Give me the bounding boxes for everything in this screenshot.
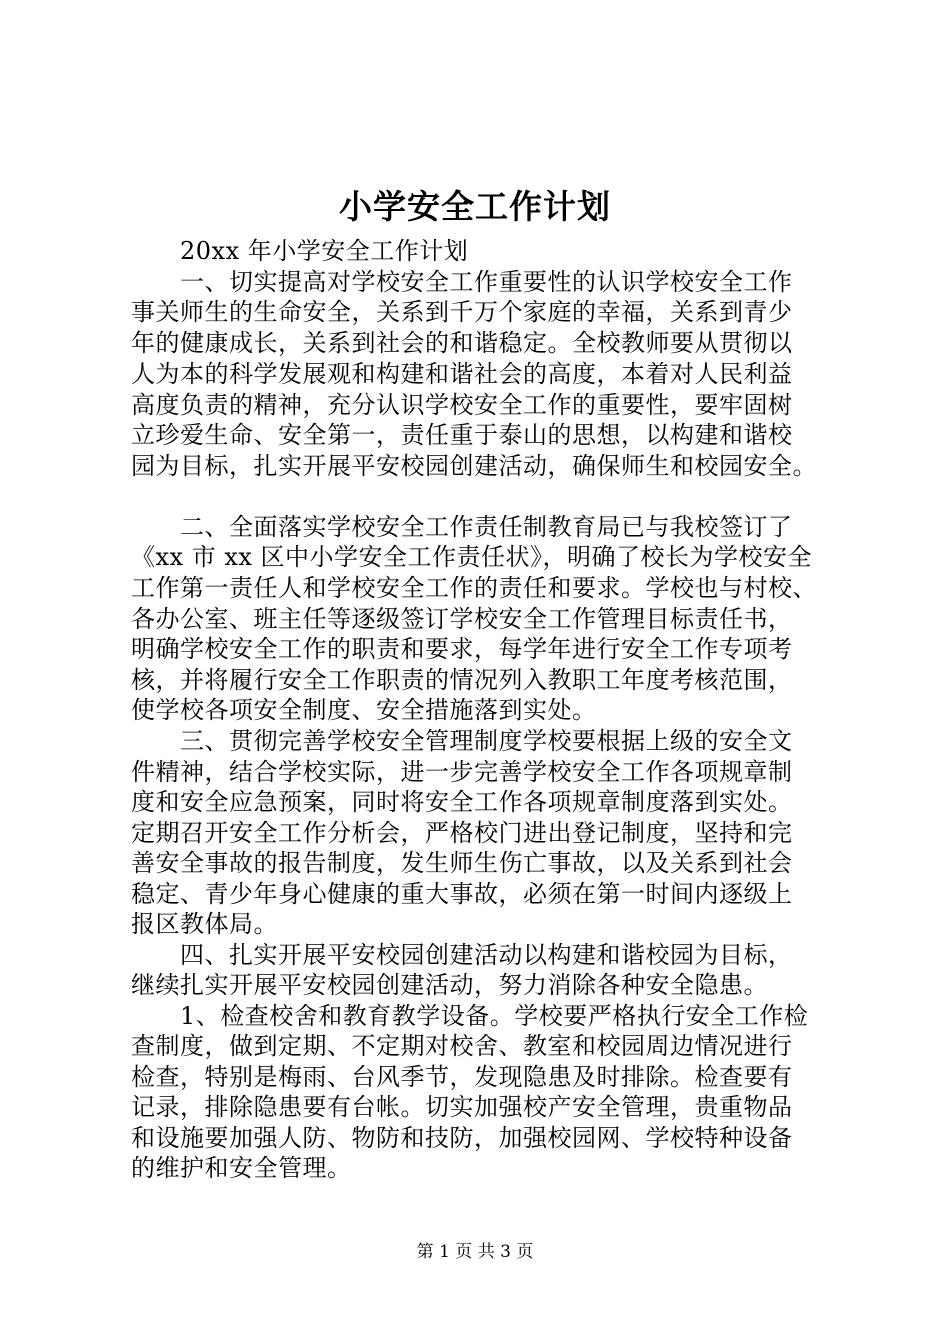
body-line: 检查，特别是梅雨、台风季节，发现隐患及时排除。检查要有	[131, 1063, 793, 1091]
body-line: 记录，排除隐患要有台帐。切实加强校产安全管理，贵重物品	[131, 1093, 793, 1121]
body-line: 四、扎实开展平安校园创建活动以构建和谐校园为目标，	[131, 941, 793, 969]
body-line: 使学校各项安全制度、安全措施落到实处。	[131, 696, 597, 724]
body-line: 年的健康成长，关系到社会的和谐稳定。全校教师要从贯彻以	[131, 329, 793, 357]
body-line: 继续扎实开展平安校园创建活动，努力消除各种安全隐患。	[131, 971, 768, 999]
body-line: 三、贯彻完善学校安全管理制度学校要根据上级的安全文	[131, 727, 793, 755]
body-line: 核，并将履行安全工作职责的情况列入教职工年度考核范围，	[131, 666, 793, 694]
body-line: 的维护和安全管理。	[131, 1154, 352, 1182]
body-line: 查制度，做到定期、不定期对校舍、教室和校园周边情况进行	[131, 1032, 793, 1060]
body-line: 《xx 市 xx 区中小学安全工作责任状》，明确了校长为学校安全	[131, 543, 813, 571]
body-line: 各办公室、班主任等逐级签订学校安全工作管理目标责任书，	[131, 605, 793, 633]
body-line: 二、全面落实学校安全工作责任制教育局已与我校签订了	[131, 513, 793, 541]
body-line: 立珍爱生命、安全第一，责任重于泰山的思想，以构建和谐校	[131, 421, 793, 449]
body-line: 明确学校安全工作的职责和要求，每学年进行安全工作专项考	[131, 635, 793, 663]
page-number: 第 1 页 共 3 页	[416, 1242, 534, 1262]
body-line: 1、检查校舍和教育教学设备。学校要严格执行安全工作检	[131, 1002, 809, 1030]
body-line: 20xx 年小学安全工作计划	[131, 237, 469, 265]
body-line: 定期召开安全工作分析会，严格校门进出登记制度，坚持和完	[131, 819, 793, 847]
body-line: 度和安全应急预案，同时将安全工作各项规章制度落到实处。	[131, 788, 793, 816]
body-line: 园为目标，扎实开展平安校园创建活动，确保师生和校园安全。	[131, 452, 817, 480]
body-line: 稳定、青少年身心健康的重大事故，必须在第一时间内逐级上	[131, 880, 793, 908]
body-line: 高度负责的精神，充分认识学校安全工作的重要性，要牢固树	[131, 391, 793, 419]
body-line: 件精神，结合学校实际，进一步完善学校安全工作各项规章制	[131, 758, 793, 786]
body-line: 事关师生的生命安全，关系到千万个家庭的幸福，关系到青少	[131, 298, 793, 326]
body-line: 工作第一责任人和学校安全工作的责任和要求。学校也与村校、	[131, 574, 817, 602]
document-title: 小学安全工作计划	[339, 187, 611, 226]
body-line: 人为本的科学发展观和构建和谐社会的高度，本着对人民利益	[131, 360, 793, 388]
body-line: 善安全事故的报告制度，发生师生伤亡事故，以及关系到社会	[131, 849, 793, 877]
body-line: 和设施要加强人防、物防和技防，加强校园网、学校特种设备	[131, 1124, 793, 1152]
body-line: 一、切实提高对学校安全工作重要性的认识学校安全工作	[131, 268, 793, 296]
body-line: 报区教体局。	[131, 910, 278, 938]
